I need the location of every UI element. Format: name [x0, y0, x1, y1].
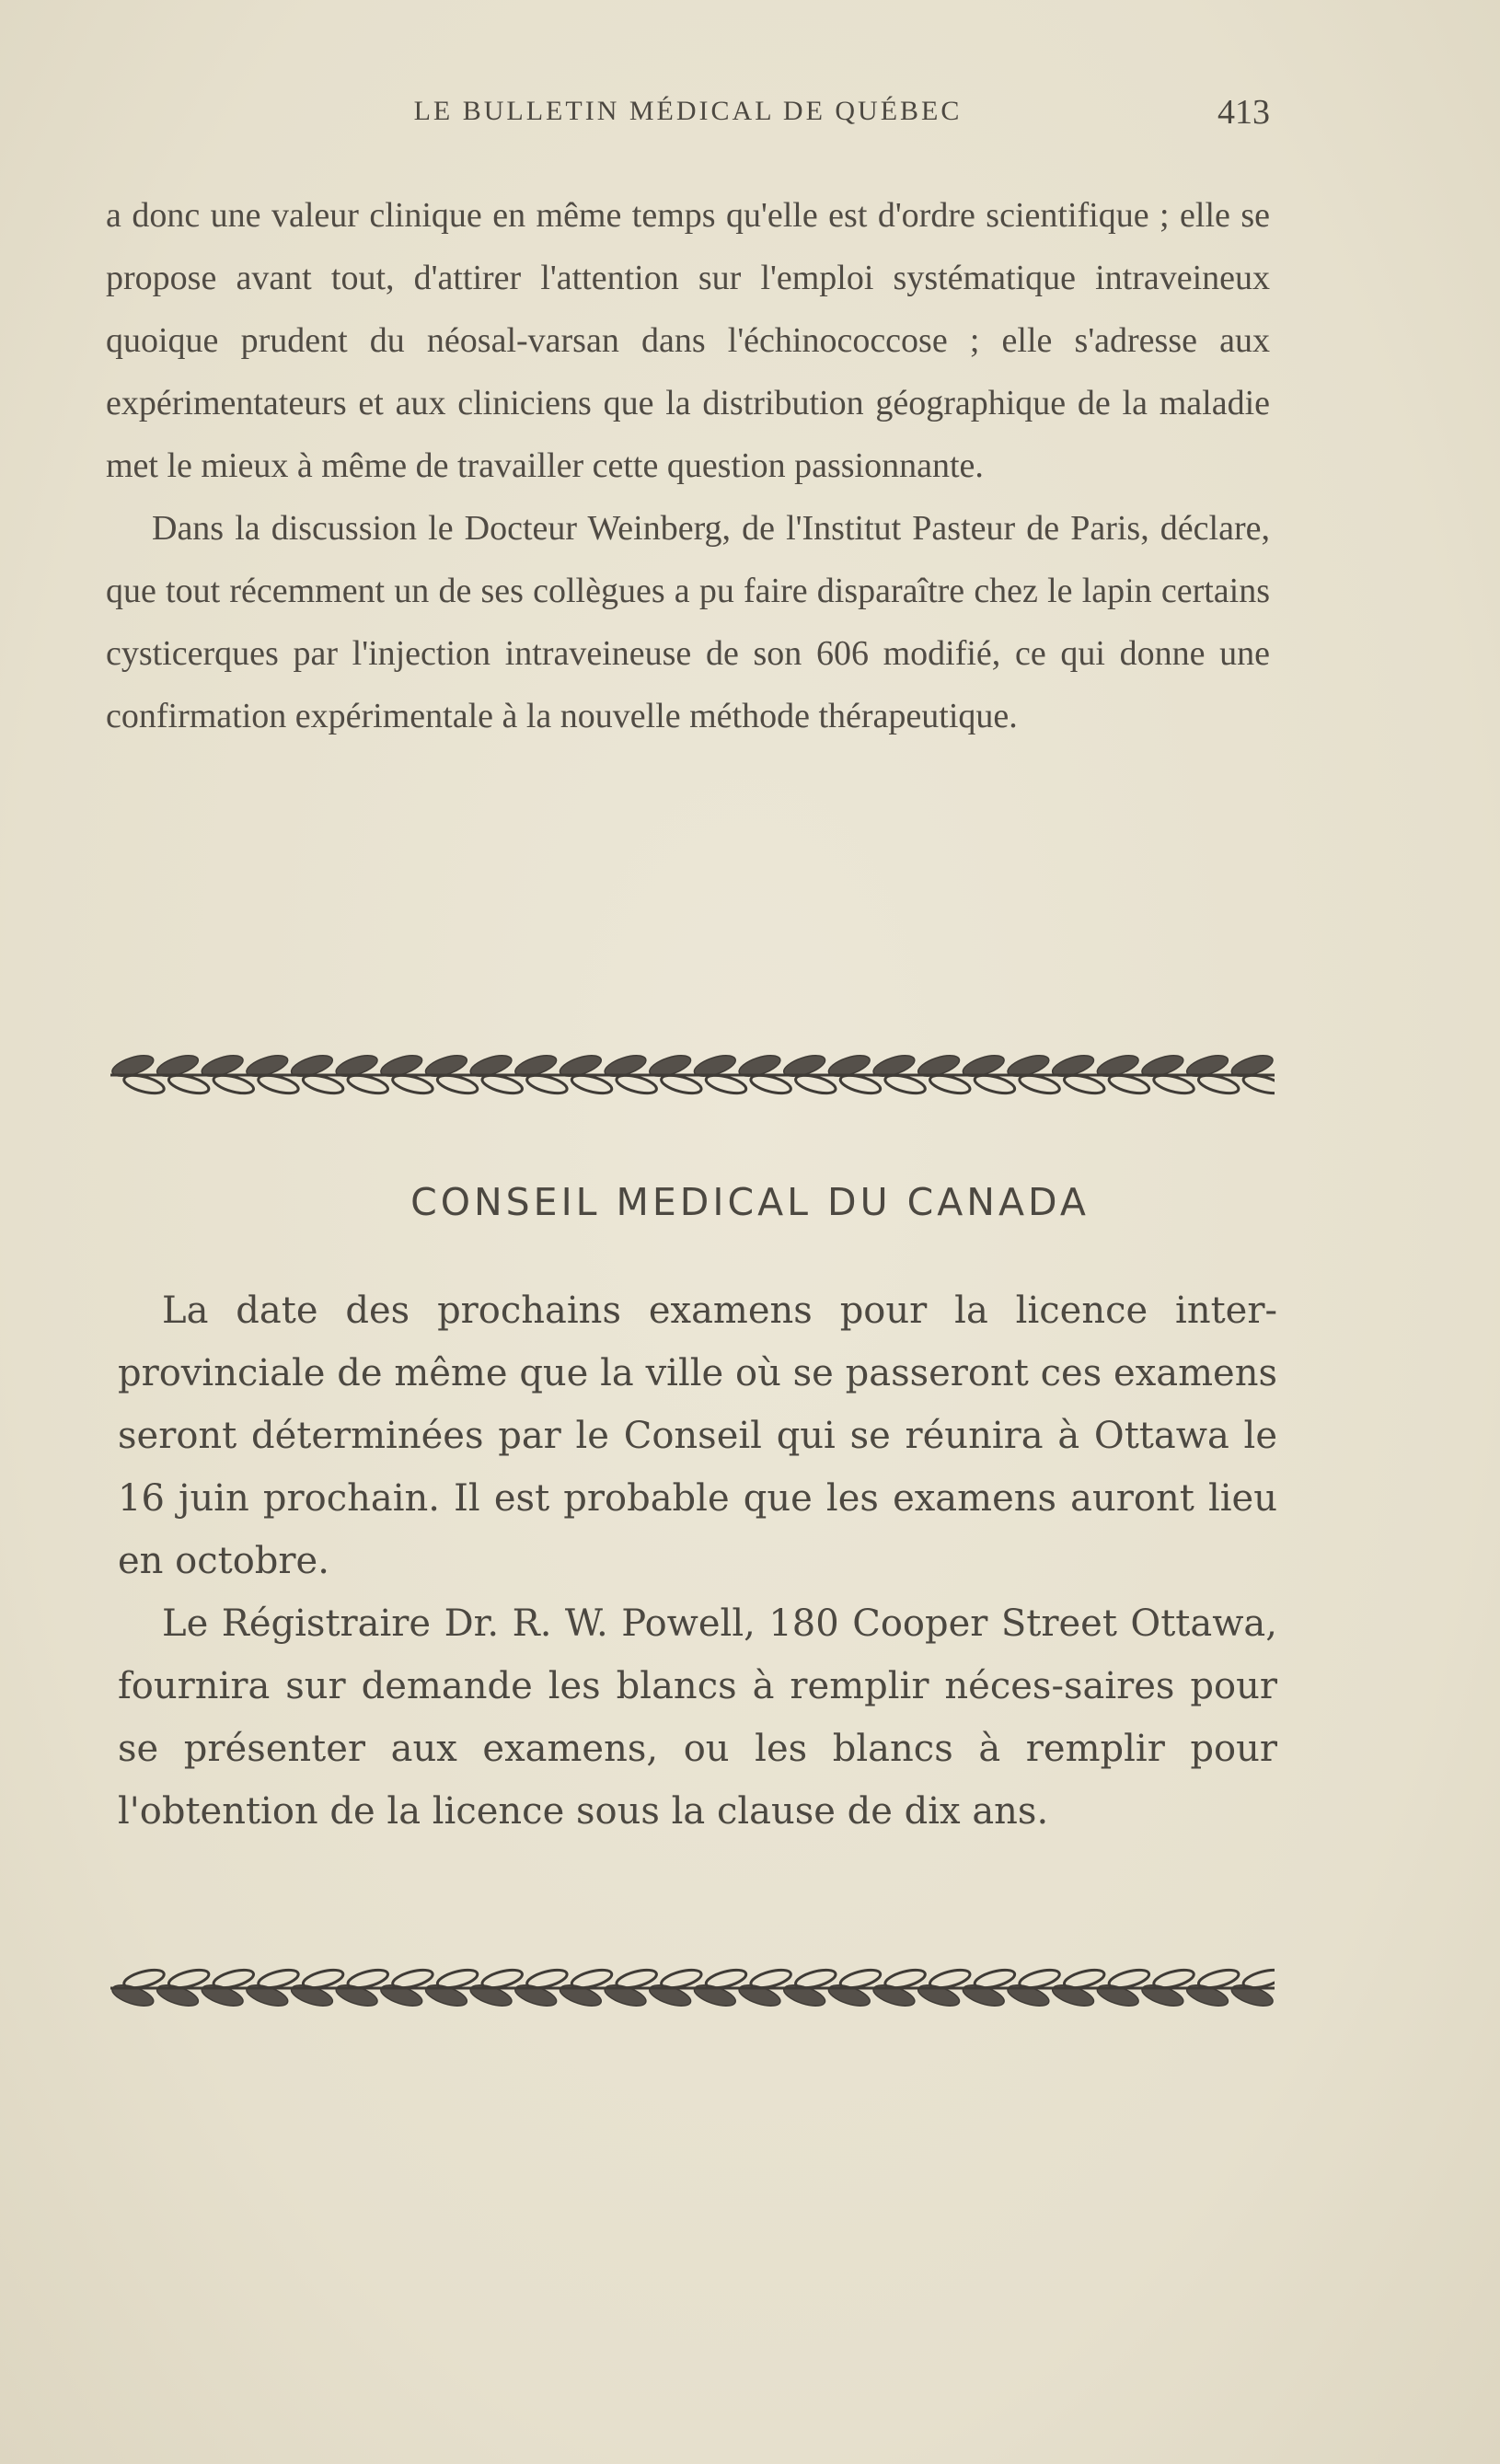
- running-header: [106, 93, 1270, 142]
- page-number: 413: [1217, 93, 1270, 132]
- paragraph: a donc une valeur clinique en même temps qu'elle est d'ordre scientifique ; elle se propose avant tout, d'attirer l'attention sur l'emploi systématique intraveineux quoique prudent du néosal-varsan dans l'échinococcose ; elle s'adresse aux expérimentateurs et aux cliniciens que la distribution géographique de la maladie met le mieux à même de travailler cette question passionnante.: [106, 196, 1270, 485]
- section-text: [118, 1279, 1277, 1843]
- continuation-text: [106, 184, 1270, 747]
- laurel-ornament-bottom: [110, 1961, 1275, 2016]
- running-title: LE BULLETIN MÉDICAL DE QUÉBEC: [413, 96, 963, 126]
- paragraph: Le Régistraire Dr. R. W. Powell, 180 Cooper Street Ottawa, fournira sur demande les blancs à remplir néces-saires pour se présenter aux examens, ou les blancs à remplir pour l'obtention de la licence sous la clause de dix ans.: [118, 1602, 1277, 1833]
- paragraph: La date des prochains examens pour la licence inter-provinciale de même que la ville où se passeront ces examens seront déterminées par le Conseil qui se réunira à Ottawa le 16 juin prochain. Il est probable que les examens auront lieu en octobre.: [118, 1290, 1277, 1582]
- section-heading: CONSEIL MEDICAL DU CANADA: [410, 1180, 1090, 1224]
- paragraph: Dans la discussion le Docteur Weinberg, de l'Institut Pasteur de Paris, déclare, que tout récemment un de ses collègues a pu faire disparaître chez le lapin certains cysticerques par l'injection intraveineuse de son 606 modifié, ce qui donne une confirmation expérimentale à la nouvelle méthode thérapeutique.: [106, 509, 1270, 735]
- laurel-ornament-top: [110, 1047, 1275, 1103]
